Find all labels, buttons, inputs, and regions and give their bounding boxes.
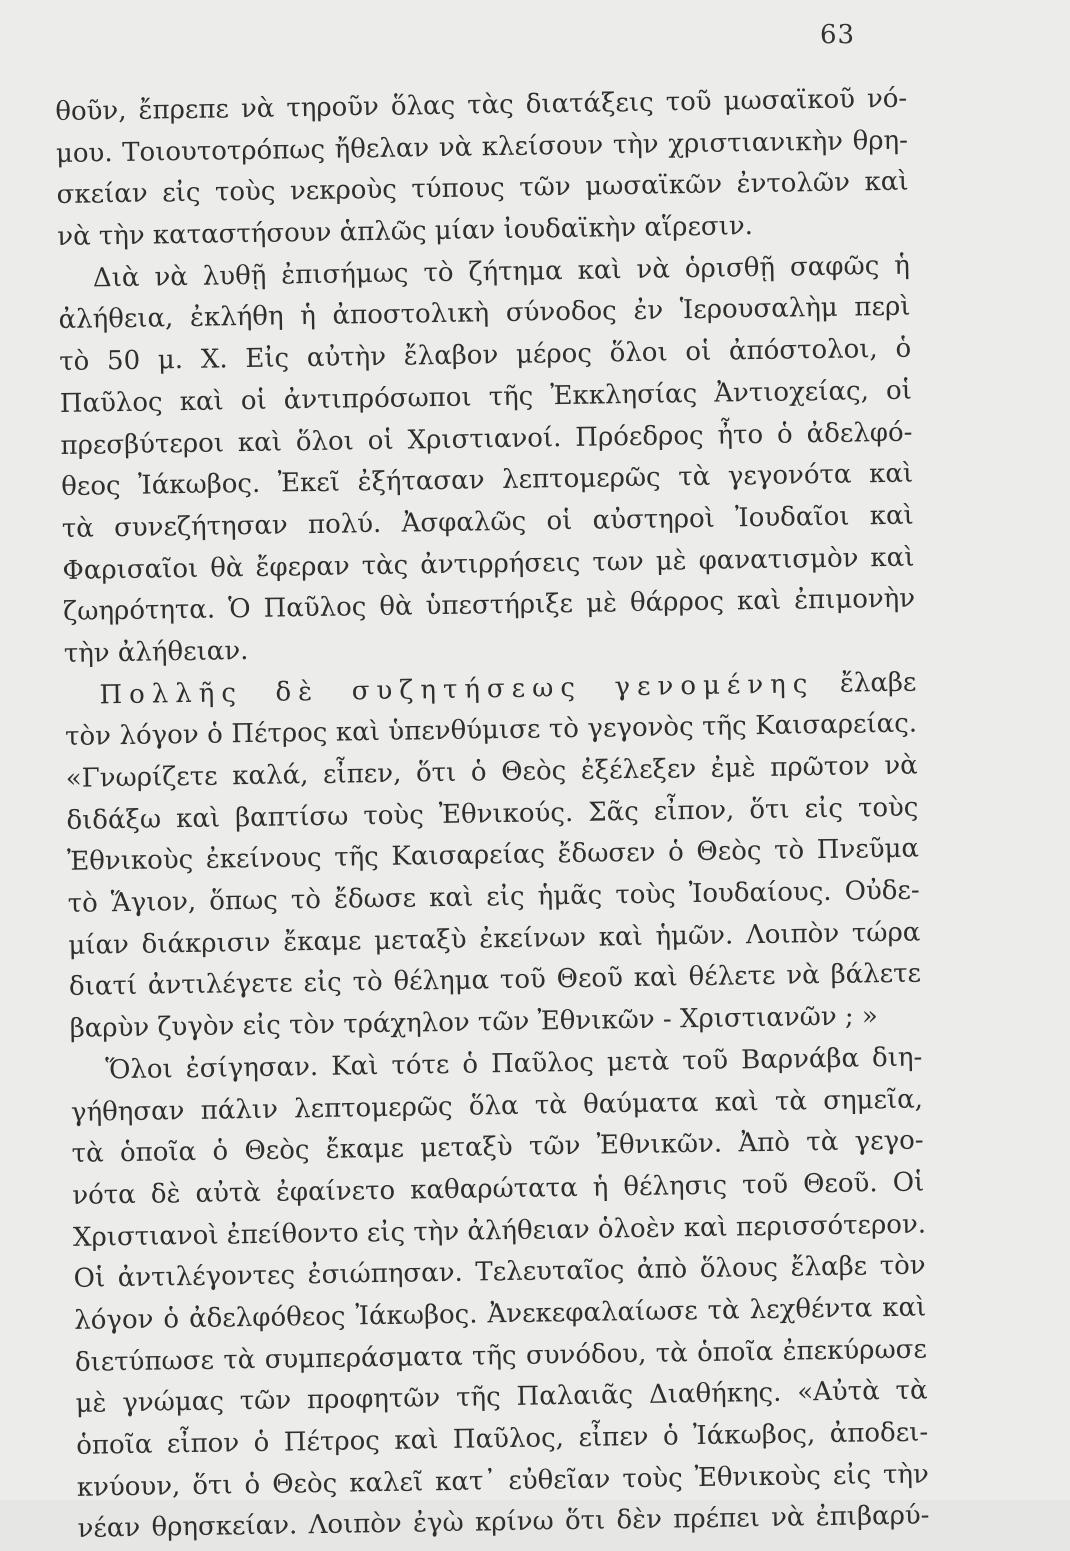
text-line: Ὅλοι ἐσίγησαν. Καὶ τότε ὁ Παῦλος μετὰ τοῦ Βαρνάβα διη- [105, 1042, 923, 1086]
text-line: νέαν θρησκείαν. Λοιπὸν ἐγὼ κρίνω ὅτι δὲν πρέπει νὰ ἐπιβαρύ- [77, 1500, 930, 1545]
text-line: κνύουν, ὅτι ὁ Θεὸς καλεῖ κατ᾽ εὐθεῖαν τοὺς Ἐθνικοὺς εἰς τὴν [76, 1459, 930, 1503]
text-line: νὰ τὴν καταστήσουν ἁπλῶς μίαν ἰουδαϊκὴν αἵρεσιν. [57, 211, 754, 253]
text-line: Οἱ ἀντιλέγοντες ἐσιώπησαν. Τελευταῖος ἀπὸ ὅλους ἔλαβε τὸν [73, 1250, 926, 1295]
text-line: τὸ 50 μ. Χ. Εἰς αὐτὴν ἔλαβον μέρος ὅλοι οἱ ἀπόστολοι, ὁ [59, 333, 912, 378]
text-line: τὰ συνεζήτησαν πολύ. Ἀσφαλῶς οἱ αὐστηροὶ Ἰουδαῖοι καὶ [61, 500, 914, 544]
text-line: διατί ἀντιλέγετε εἰς τὸ θέλημα τοῦ Θεοῦ καὶ θέλετε νὰ βάλετε [68, 958, 922, 1003]
text-line: σκείαν εἰς τοὺς νεκροὺς τύπους τῶν μωσαϊκῶν ἐντολῶν καὶ [56, 166, 909, 211]
text-line: τὴν ἀλήθειαν. [63, 635, 249, 669]
text-line: ἀλήθεια, ἐκλήθη ἡ ἀποστολικὴ σύνοδος ἐν Ἱερουσαλὴμ περὶ [58, 292, 911, 336]
text-line: διδάξω καὶ βαπτίσω τοὺς Ἐθνικούς. Σᾶς εἶπον, ὅτι εἰς τοὺς [66, 792, 919, 836]
text-line: μὲ γνώμας τῶν προφητῶν τῆς Παλαιᾶς Διαθήκης. «Αὐτὰ τὰ [75, 1375, 928, 1420]
line-tail: ἔλαβε [839, 667, 917, 699]
text-line: Διὰ νὰ λυθῇ ἐπισήμως τὸ ζήτημα καὶ νὰ ὁρισθῇ σαφῶς ἡ [92, 250, 911, 294]
text-line: γήθησαν πάλιν λεπτομερῶς ὅλα τὰ θαύματα καὶ τὰ σημεῖα, [70, 1083, 924, 1128]
text-line: τὸν λόγον ὁ Πέτρος καὶ ὑπενθύμισε τὸ γεγονὸς τῆς Καισαρείας. [64, 708, 918, 753]
text-line: Παῦλος καὶ οἱ ἀντιπρόσωποι τῆς Ἐκκλησίας Ἀντιοχείας, οἱ [59, 375, 913, 419]
text-line: μου. Τοιουτοτρόπως ἤθελαν νὰ κλείσουν τὴν χριστιανικὴν θρη- [55, 125, 909, 169]
text-line: βαρὺν ζυγὸν εἰς τὸν τράχηλον τῶν Ἐθνικῶν - Χριστιανῶν ; » [69, 1001, 879, 1045]
text-line: λόγον ὁ ἀδελφόθεος Ἰάκωβος. Ἀνεκεφαλαίωσε τὰ λεχθέντα καὶ [74, 1292, 927, 1336]
text-line: θοῦν, ἔπρεπε νὰ τηροῦν ὅλας τὰς διατάξεις τοῦ μωσαϊκοῦ νό- [55, 83, 908, 127]
page-number: 63 [820, 20, 856, 50]
body-text [55, 79, 930, 1551]
text-line: νότα δὲ αὐτὰ ἐφαίνετο καθαρώτατα ἡ θέλησις τοῦ Θεοῦ. Οἱ [72, 1167, 925, 1211]
text-line: θεος Ἰάκωβος. Ἐκεῖ ἐξήτασαν λεπτομερῶς τὰ γεγονότα καὶ [60, 458, 914, 503]
text-line: μίαν διάκρισιν ἔκαμε μεταξὺ ἐκείνων καὶ ἡμῶν. Λοιπὸν τώρα [68, 917, 921, 961]
text-line: τὰ ὁποῖα ὁ Θεὸς ἔκαμε μεταξὺ τῶν Ἐθνικῶν. Ἀπὸ τὰ γεγο- [71, 1125, 924, 1170]
text-line: Ἐθνικοὺς ἐκείνους τῆς Καισαρείας ἔδωσεν ὁ Θεὸς τὸ Πνεῦμα [66, 833, 920, 878]
text-line: πρεσβύτεροι καὶ ὅλοι οἱ Χριστιανοί. Πρόεδρος ἦτο ὁ ἀδελφό- [60, 417, 913, 461]
text-line: διετύπωσε τὰ συμπεράσματα τῆς συνόδου, τὰ ὁποῖα ἐπεκύρωσε [74, 1334, 928, 1378]
spaced-text: Πολλῆς δὲ συζητήσεως γενομένης [99, 668, 815, 710]
text-line: ὁποῖα εἶπον ὁ Πέτρος καὶ Παῦλος, εἶπεν ὁ Ἰάκωβος, ἀποδει- [76, 1417, 929, 1461]
text-line: τὸ Ἅγιον, ὅπως τὸ ἔδωσε καὶ εἰς ἡμᾶς τοὺς Ἰουδαίους. Οὐδε- [67, 875, 920, 919]
text-line: ζωηρότητα. Ὁ Παῦλος θὰ ὑπεστήριξε μὲ θάρρος καὶ ἐπιμονὴν [62, 583, 916, 628]
text-line: «Γνωρίζετε καλά, εἶπεν, ὅτι ὁ Θεὸς ἐξέλεξεν ἐμὲ πρῶτον νὰ [65, 750, 918, 794]
text-line: Χριστιανοὶ ἐπείθοντο εἰς τὴν ἀλήθειαν ὁλοὲν καὶ περισσότερον. [72, 1209, 927, 1253]
text-line: Φαρισαῖοι θὰ ἔφεραν τὰς ἀντιρρήσεις των μὲ φανατισμὸν καὶ [62, 542, 915, 586]
